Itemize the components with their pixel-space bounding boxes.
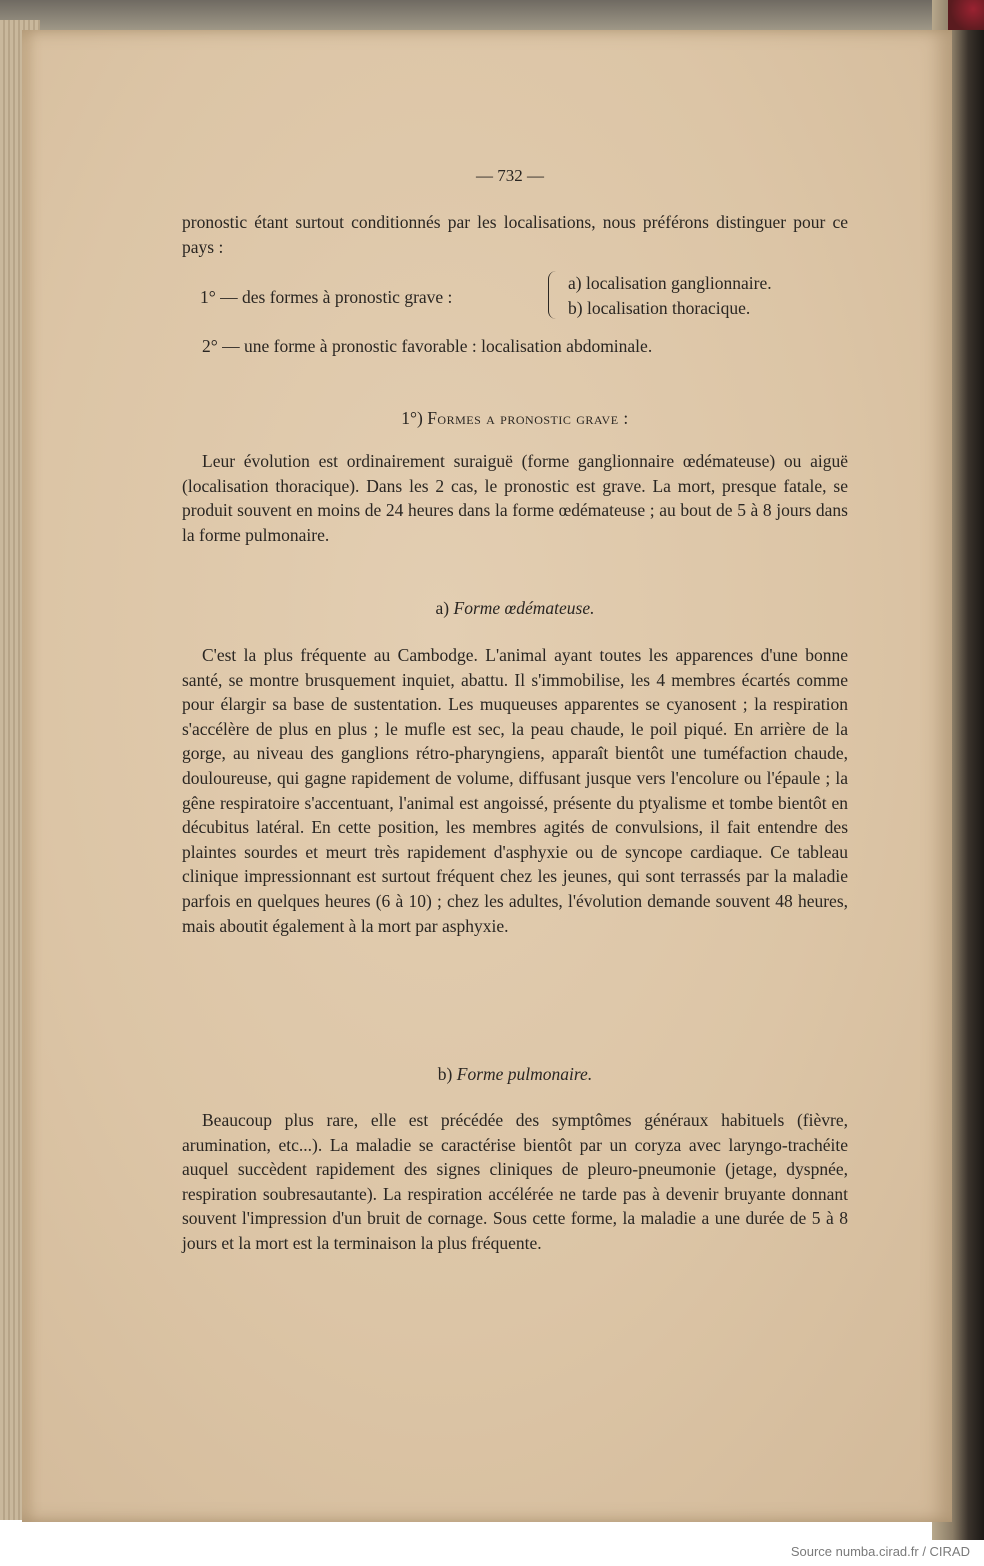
list-item-1-options	[568, 271, 772, 320]
intro-paragraph	[182, 210, 848, 259]
section-1-number: 1°)	[401, 408, 423, 428]
subsection-b-title: Forme pulmonaire.	[456, 1064, 593, 1084]
ribbon-corner	[948, 0, 984, 30]
section-1-heading	[182, 406, 848, 431]
list-item-1-label: 1° — des formes à pronostic grave :	[200, 287, 453, 307]
section-1-text: Leur évolution est ordinairement suraiguë (forme ganglionnaire œdémateuse) ou aiguë (localisation thoracique). Dans les 2 cas, le pronostic est grave. La mort, presque fatale, se produit souvent en moins de 24 heures dans la forme œdémateuse ; au bout de 5 à 8 jours dans la forme pulmonaire.	[182, 451, 848, 545]
subsection-b-paragraph	[182, 1108, 848, 1256]
subsection-a-heading	[182, 596, 848, 621]
page-number: — 732 —	[476, 166, 544, 185]
subsection-b-text: Beaucoup plus rare, elle est précédée des symptômes généraux habituels (fièvre, arumination, etc...). La maladie se caractérise bientôt par un coryza avec laryngo-trachéite auquel succèdent rapidement des signes cliniques de pleuro-pneumonie (jetage, dyspnée, respiration soubresautante). La respiration accélérée ne tarde pas à devenir bruyante donnant souvent l'impression d'un bruit de cornage. Sous cette forme, la maladie a une durée de 5 à 8 jours et la mort est la terminaison la plus fréquente.	[182, 1110, 848, 1253]
section-1-paragraph	[182, 449, 848, 547]
subsection-a-paragraph	[182, 643, 848, 938]
subsection-b-letter: b)	[437, 1064, 453, 1084]
list-item-1-a: a) localisation ganglionnaire.	[568, 273, 772, 293]
subsection-a-title: Forme œdémateuse.	[453, 598, 595, 618]
list-item-1	[200, 271, 860, 323]
intro-text: pronostic étant surtout conditionnés par les localisations, nous préférons distinguer pour ce pays :	[182, 212, 848, 257]
list-item-2: 2° — une forme à pronostic favorable : localisation abdominale.	[202, 336, 653, 356]
subsection-a-text: C'est la plus fréquente au Cambodge. L'animal ayant toutes les apparences d'une bonne santé, se montre brusquement inquiet, abattu. Il s'immobilise, les 4 membres écartés comme pour élargir sa base de sustentation. Les muqueuses apparentes se cyanosent ; la respiration s'accélère de plus en plus ; le mufle est sec, la peau chaude, le poil piqué. En arrière de la gorge, au niveau des ganglions rétro-pharyngiens, apparaît bientôt une tuméfaction chaude, douloureuse, qui gagne rapidement de volume, diffusant jusque vers l'encolure ou l'épaule ; la gêne respiratoire s'accentuant, l'animal est angoissé, présente du ptyalisme et tombe bientôt en décubitus latéral. En cette position, les membres agités de convulsions, il fait entendre des plaintes sourdes et meurt très rapidement d'asphyxie ou de syncope cardiaque. Ce tableau clinique impressionnant est surtout fréquent chez les jeunes, qui sont terrassés par la maladie parfois en quelques heures (6 à 10) ; chez les adultes, l'évolution demande souvent 48 heures, mais aboutit également à la mort par asphyxie.	[182, 645, 848, 936]
section-1-title: Formes a pronostic grave :	[427, 408, 629, 428]
subsection-b-heading	[182, 1062, 848, 1087]
brace-icon	[548, 271, 559, 319]
list-item-1-b: b) localisation thoracique.	[568, 297, 751, 318]
subsection-a-letter: a)	[435, 598, 450, 618]
source-credit: Source numba.cirad.fr / CIRAD	[790, 1544, 970, 1559]
